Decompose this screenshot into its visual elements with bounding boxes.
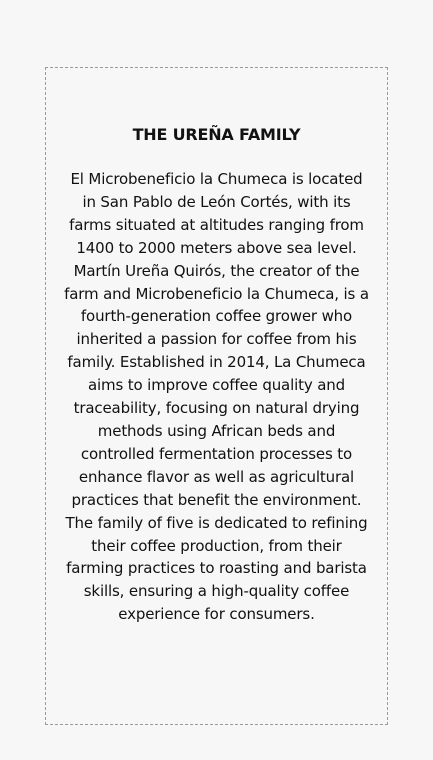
card-title: THE UREÑA FAMILY xyxy=(132,125,301,144)
info-card xyxy=(45,67,388,725)
card-body-text: El Microbeneficio la Chumeca is located in San Pablo de León Cortés, with its farms situated at altitudes ranging from 1400 to 2000 meters above sea level. Martín Ureña Quirós, the creator of the farm and Microbeneficio la Chumeca, is a fourth-generation coffee grower who inherited a passion for coffee from his family. Established in 2014, La Chumeca aims to improve coffee quality and traceability, focusing on natural drying methods using African beds and controlled fermentation processes to enhance flavor as well as agricultural practices that benefit the environment. The family of five is dedicated to refining their coffee production, from their farming practices to roasting and barista skills, ensuring a high-quality coffee experience for consumers. xyxy=(64,170,369,624)
